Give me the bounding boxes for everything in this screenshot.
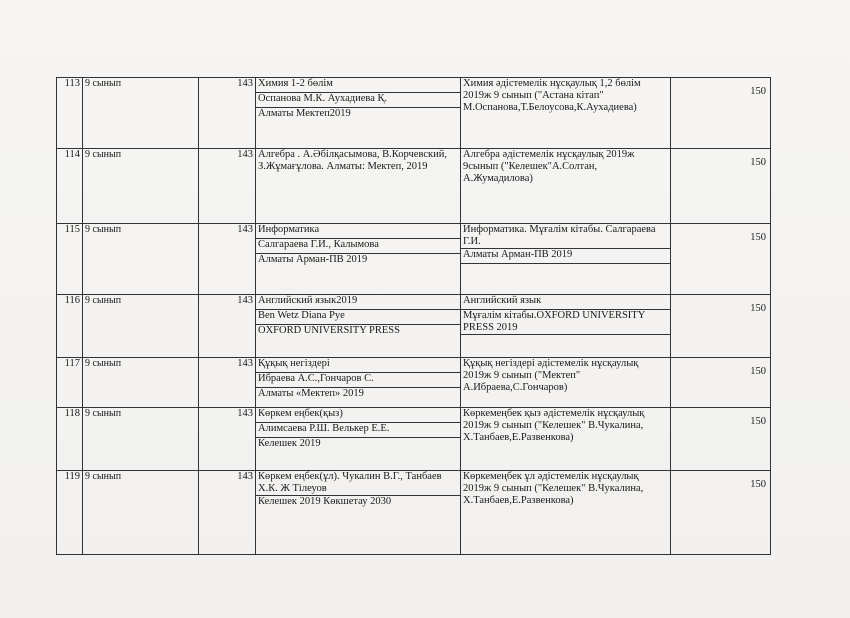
- quantity-cell: 150: [671, 471, 771, 555]
- book-line: Келешек 2019 Көкшетау 2030: [258, 496, 392, 507]
- grade-cell: 9 сынып: [83, 78, 199, 149]
- guide-line: Алматы Арман-ПВ 2019: [461, 249, 670, 264]
- book-line: Ибраева А.С.,Гончаров С.: [256, 373, 460, 388]
- book-cell: [256, 408, 461, 471]
- code-cell: 143: [199, 408, 256, 471]
- row-number: 117: [57, 358, 83, 408]
- table-row: [57, 471, 771, 555]
- guide-lines: [461, 224, 670, 278]
- guide-cell: [461, 224, 671, 295]
- book-line: Құқық негіздері: [256, 358, 460, 373]
- table-row: [57, 78, 771, 149]
- book-lines: [256, 224, 460, 268]
- book-line: Химия 1-2 бөлім: [256, 78, 460, 93]
- guide-lines: [461, 408, 670, 444]
- book-line: Алгебра . А.Әбілқасымова, В.Корчевский, З.Жұмағұлова. Алматы: Мектеп, 2019: [258, 149, 447, 172]
- guide-cell: [461, 78, 671, 149]
- book-lines: [256, 78, 460, 122]
- book-line: Алматы Мектеп2019: [258, 108, 351, 119]
- guide-cell: [461, 295, 671, 358]
- quantity-cell: 150: [671, 358, 771, 408]
- book-line: Келешек 2019: [258, 438, 321, 449]
- code-cell: 143: [199, 78, 256, 149]
- code-cell: 143: [199, 358, 256, 408]
- row-number: 115: [57, 224, 83, 295]
- table-row: [57, 408, 771, 471]
- quantity-cell: 150: [671, 78, 771, 149]
- row-number: 118: [57, 408, 83, 471]
- quantity-cell: 150: [671, 149, 771, 224]
- grade-cell: 9 сынып: [83, 408, 199, 471]
- guide-line: Английский язык: [461, 295, 670, 310]
- book-line: Алматы Арман-ПВ 2019: [258, 254, 368, 265]
- book-line: Көркем еңбек(ұл). Чукалин В.Г., Танбаев Х.К. Ж Тілеуов: [256, 471, 460, 496]
- quantity-cell: 150: [671, 408, 771, 471]
- guide-line: Алгебра әдістемелік нұсқаулық 2019ж 9сынып ("Келешек"А.Солтан, А.Жумадилова): [463, 149, 635, 184]
- code-cell: 143: [199, 471, 256, 555]
- row-number: 116: [57, 295, 83, 358]
- quantity-cell: 150: [671, 295, 771, 358]
- book-line: Көркем еңбек(қыз): [256, 408, 460, 423]
- guide-line: [461, 264, 670, 278]
- guide-line: Көркемеңбек қыз әдістемелік нұсқаулық 2019ж 9 сынып ("Келешек" В.Чукалина, Х.Танбаев,Е.Развенкова): [463, 408, 645, 443]
- grade-cell: 9 сынып: [83, 471, 199, 555]
- guide-cell: [461, 471, 671, 555]
- guide-lines: [461, 295, 670, 349]
- guide-cell: [461, 149, 671, 224]
- book-lines: [256, 471, 460, 510]
- code-cell: 143: [199, 149, 256, 224]
- guide-lines: [461, 78, 670, 114]
- grade-cell: 9 сынып: [83, 224, 199, 295]
- row-number: 114: [57, 149, 83, 224]
- book-cell: [256, 78, 461, 149]
- guide-line: Химия әдістемелік нұсқаулық 1,2 бөлім 2019ж 9 сынып ("Астана кітап" М.Оспанова,Т.Белоусова,К.Аухадиева): [463, 78, 641, 113]
- guide-line: Құқық негіздері әдістемелік нұсқаулық 2019ж 9 сынып ("Мектеп" А.Ибраева,С.Гончаров): [463, 358, 639, 393]
- grade-cell: 9 сынып: [83, 149, 199, 224]
- guide-line: Информатика. Мұғалім кітабы. Салгараева Г.И.: [461, 224, 670, 249]
- book-line: OXFORD UNIVERSITY PRESS: [258, 325, 400, 336]
- guide-lines: [461, 358, 670, 394]
- book-line: Ben Wetz Diana Pye: [256, 310, 460, 325]
- book-line: Информатика: [256, 224, 460, 239]
- book-line: Салгараева Г.И., Калымова: [256, 239, 460, 254]
- book-cell: [256, 295, 461, 358]
- guide-line: [461, 335, 670, 349]
- book-cell: [256, 149, 461, 224]
- table-row: [57, 295, 771, 358]
- book-line: Оспанова М.К. Аухадиева Қ.: [256, 93, 460, 108]
- guide-cell: [461, 358, 671, 408]
- table-row: [57, 149, 771, 224]
- book-line: Английский язык2019: [256, 295, 460, 310]
- guide-line: Мұғалім кітабы.OXFORD UNIVERSITY PRESS 2019: [461, 310, 670, 335]
- book-line: Алимсаева Р.Ш. Велькер Е.Е.: [256, 423, 460, 438]
- row-number: 119: [57, 471, 83, 555]
- book-lines: [256, 408, 460, 452]
- guide-lines: [461, 471, 670, 507]
- grade-cell: 9 сынып: [83, 358, 199, 408]
- guide-line: Көркемеңбек ұл әдістемелік нұсқаулық 2019ж 9 сынып ("Келешек" В.Чукалина, Х.Танбаев,Е.Развенкова): [463, 471, 644, 506]
- book-lines: [256, 358, 460, 402]
- row-number: 113: [57, 78, 83, 149]
- book-cell: [256, 471, 461, 555]
- book-lines: [256, 295, 460, 339]
- textbook-table: [56, 77, 771, 555]
- book-line: Алматы «Мектеп» 2019: [258, 388, 364, 399]
- guide-cell: [461, 408, 671, 471]
- code-cell: 143: [199, 224, 256, 295]
- table-row: [57, 358, 771, 408]
- code-cell: 143: [199, 295, 256, 358]
- quantity-cell: 150: [671, 224, 771, 295]
- guide-lines: [461, 149, 670, 185]
- table-row: [57, 224, 771, 295]
- book-lines: [256, 149, 460, 173]
- book-cell: [256, 224, 461, 295]
- book-cell: [256, 358, 461, 408]
- grade-cell: 9 сынып: [83, 295, 199, 358]
